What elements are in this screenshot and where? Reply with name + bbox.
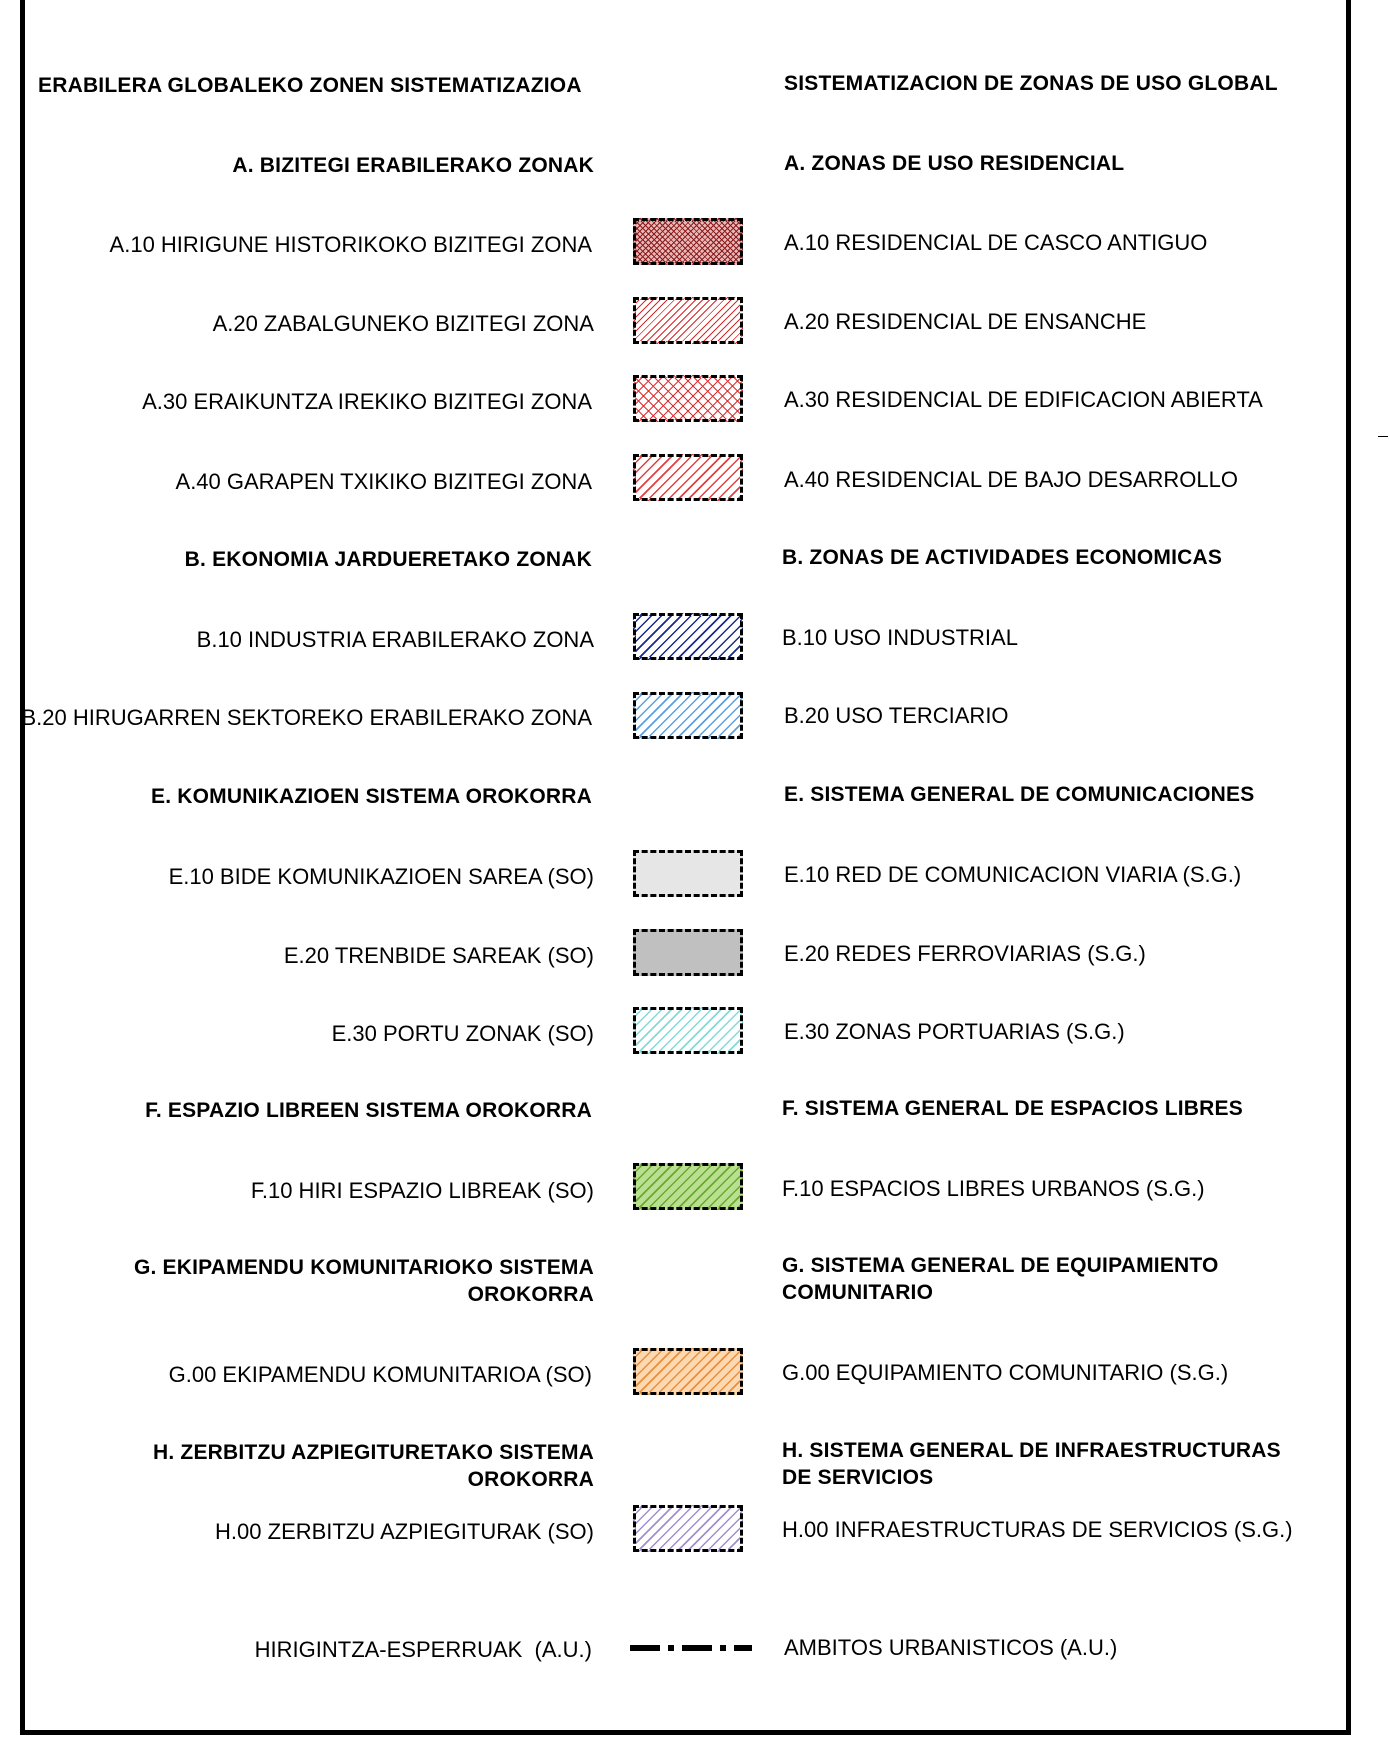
item-e20-right: E.20 REDES FERROVIARIAS (S.G.) xyxy=(784,941,1146,966)
item-f10-left: F.10 HIRI ESPAZIO LIBREAK (SO) xyxy=(250,1178,594,1203)
item-a10-left: A.10 HIRIGUNE HISTORIKOKO BIZITEGI ZONA xyxy=(109,232,592,257)
section-b-heading-right: B. ZONAS DE ACTIVIDADES ECONOMICAS xyxy=(782,546,1223,569)
section-f-heading-left: F. ESPAZIO LIBREEN SISTEMA OROKORRA xyxy=(145,1099,592,1122)
item-h00-left: H.00 ZERBITZU AZPIEGITURAK (SO) xyxy=(215,1519,594,1544)
item-a20-left: A.20 ZABALGUNEKO BIZITEGI ZONA xyxy=(212,311,594,336)
swatch-e20 xyxy=(633,929,743,976)
item-e10-left: E.10 BIDE KOMUNIKAZIOEN SAREA (SO) xyxy=(168,864,594,889)
swatch-e30 xyxy=(633,1007,743,1054)
item-f10-right: F.10 ESPACIOS LIBRES URBANOS (S.G.) xyxy=(782,1176,1205,1201)
swatch-b20 xyxy=(633,692,743,739)
section-a-heading-right: A. ZONAS DE USO RESIDENCIAL xyxy=(784,152,1125,175)
item-e10-right: E.10 RED DE COMUNICACION VIARIA (S.G.) xyxy=(784,862,1242,887)
section-g-heading-right: G. SISTEMA GENERAL DE EQUIPAMIENTO COMUNITARIO xyxy=(782,1254,1219,1304)
swatch-e10 xyxy=(633,850,743,897)
section-b-heading-left: B. EKONOMIA JARDUERETAKO ZONAK xyxy=(184,548,592,571)
item-h00-right: H.00 INFRAESTRUCTURAS DE SERVICIOS (S.G.) xyxy=(782,1517,1293,1542)
item-b20-right: B.20 USO TERCIARIO xyxy=(784,703,1009,728)
item-b10-left: B.10 INDUSTRIA ERABILERAKO ZONA xyxy=(196,627,594,652)
boundary-label-right: AMBITOS URBANISTICOS (A.U.) xyxy=(784,1635,1118,1660)
item-b10-right: B.10 USO INDUSTRIAL xyxy=(782,625,1018,650)
right-title: SISTEMATIZACION DE ZONAS DE USO GLOBAL xyxy=(784,72,1278,95)
edge-tick xyxy=(1378,436,1388,437)
section-a-heading-left: A. BIZITEGI ERABILERAKO ZONAK xyxy=(232,154,594,177)
section-e-heading-left: E. KOMUNIKAZIOEN SISTEMA OROKORRA xyxy=(151,785,592,808)
swatch-a20 xyxy=(633,297,743,344)
section-g-heading-left: G. EKIPAMENDU KOMUNITARIOKO SISTEMA OROKORRA xyxy=(133,1256,594,1306)
swatch-a40 xyxy=(633,454,743,501)
swatch-f10 xyxy=(633,1163,743,1210)
section-e-heading-right: E. SISTEMA GENERAL DE COMUNICACIONES xyxy=(784,783,1255,806)
swatch-a10 xyxy=(633,218,743,265)
item-e30-right: E.30 ZONAS PORTUARIAS (S.G.) xyxy=(784,1019,1125,1044)
swatch-g00 xyxy=(633,1348,743,1395)
left-title: ERABILERA GLOBALEKO ZONEN SISTEMATIZAZIOA xyxy=(38,74,582,97)
item-a30-left: A.30 ERAIKUNTZA IREKIKO BIZITEGI ZONA xyxy=(142,389,592,414)
item-a40-right: A.40 RESIDENCIAL DE BAJO DESARROLLO xyxy=(784,467,1238,492)
item-g00-right: G.00 EQUIPAMIENTO COMUNITARIO (S.G.) xyxy=(782,1360,1229,1385)
swatch-h00 xyxy=(633,1505,743,1552)
item-a30-right: A.30 RESIDENCIAL DE EDIFICACION ABIERTA xyxy=(784,387,1263,412)
section-h-heading-left: H. ZERBITZU AZPIEGITURETAKO SISTEMA OROKORRA xyxy=(153,1441,594,1491)
dash-dot-line-icon xyxy=(630,1642,752,1654)
item-a40-left: A.40 GARAPEN TXIKIKO BIZITEGI ZONA xyxy=(175,469,592,494)
section-f-heading-right: F. SISTEMA GENERAL DE ESPACIOS LIBRES xyxy=(782,1097,1243,1120)
item-g00-left: G.00 EKIPAMENDU KOMUNITARIOA (SO) xyxy=(168,1362,592,1387)
item-b20-left: B.20 HIRUGARREN SEKTOREKO ERABILERAKO ZONA xyxy=(21,705,592,730)
section-h-heading-right: H. SISTEMA GENERAL DE INFRAESTRUCTURAS DE SERVICIOS xyxy=(782,1439,1281,1489)
item-a20-right: A.20 RESIDENCIAL DE ENSANCHE xyxy=(784,309,1147,334)
swatch-b10 xyxy=(633,613,743,660)
item-a10-right: A.10 RESIDENCIAL DE CASCO ANTIGUO xyxy=(784,230,1208,255)
swatch-a30 xyxy=(633,375,743,422)
item-e20-left: E.20 TRENBIDE SAREAK (SO) xyxy=(283,943,594,968)
boundary-label-left: HIRIGINTZA-ESPERRUAK (A.U.) xyxy=(254,1637,592,1662)
item-e30-left: E.30 PORTU ZONAK (SO) xyxy=(331,1021,594,1046)
